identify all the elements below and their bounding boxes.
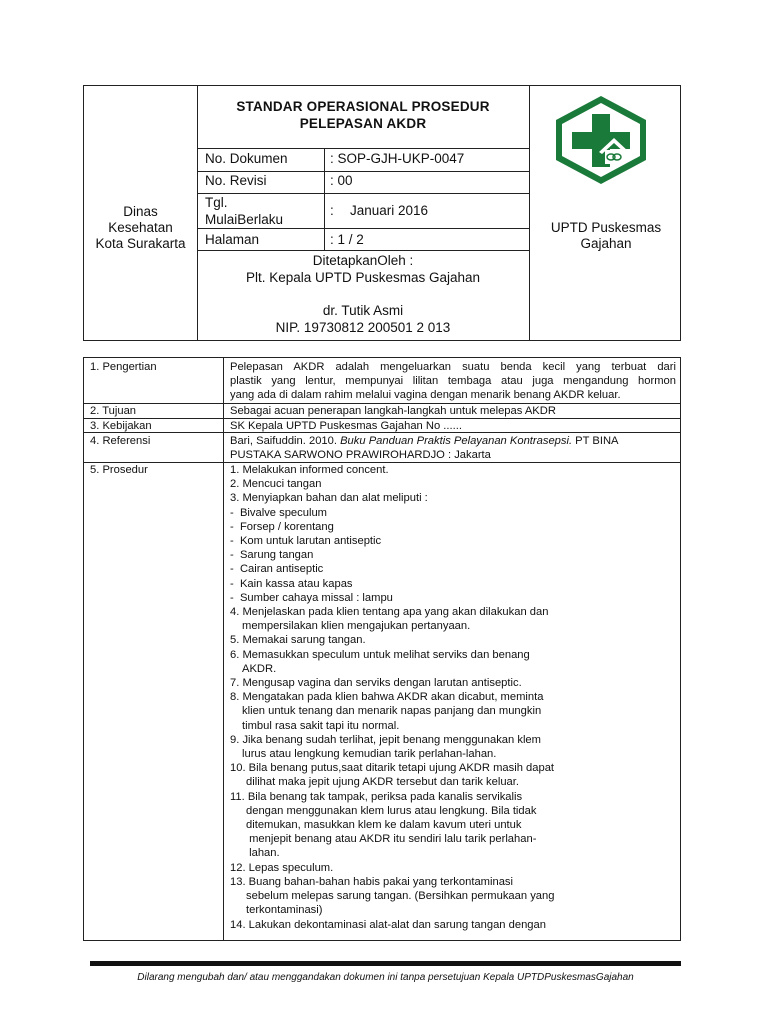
approval-position: Plt. Kepala UPTD Puskesmas Gajahan	[245, 270, 481, 285]
unit-org	[530, 220, 682, 252]
prosedur-step: lahan.	[246, 847, 280, 860]
title-line-1: STANDAR OPERASIONAL PROSEDUR	[236, 99, 490, 114]
row-value-tgl: Januari 2016	[350, 203, 429, 218]
prosedur-step: 8. Mengatakan pada klien bahwa AKDR akan dicabut, meminta	[230, 691, 544, 704]
prosedur-step: 9. Jika benang sudah terlihat, jepit benang menggunakan klem	[230, 733, 541, 746]
unit-line: Gajahan	[580, 236, 632, 251]
prosedur-step: 13. Buang bahan-bahan habis pakai yang terkontaminasi	[230, 875, 513, 888]
footer-rule	[90, 961, 681, 966]
prosedur-step: 11. Bila benang tak tampak, periksa pada kanalis servikalis	[230, 790, 523, 803]
prosedur-step: terkontaminasi)	[246, 904, 323, 917]
row-label-halaman: Halaman	[205, 232, 260, 247]
approval-name: dr. Tutik Asmi	[322, 303, 404, 318]
label-kebijakan: 3. Kebijakan	[90, 420, 152, 432]
referensi-author: Bari, Saifuddin. 2010.	[230, 435, 341, 447]
text-pengertian	[230, 360, 676, 403]
prosedur-step: 1. Melakukan informed concent.	[230, 464, 389, 476]
row-label-tgl	[205, 194, 283, 228]
prosedur-step: timbul rasa sakit tapi itu normal.	[242, 719, 400, 732]
prosedur-step: - Sumber cahaya missal : lampu	[230, 591, 393, 604]
label-pengertian: 1. Pengertian	[90, 361, 157, 373]
prosedur-step: - Forsep / korentang	[230, 520, 334, 533]
pengertian-line: Pelepasan AKDR adalah mengeluarkan suatu benda kecil yang terbuat dari	[230, 361, 676, 373]
prosedur-step: 10. Bila benang putus,saat ditarik tetapi ujung AKDR masih dapat	[230, 762, 555, 775]
prosedur-list	[230, 463, 676, 932]
tgl-line-1: Tgl.	[205, 195, 228, 210]
prosedur-step: - Kain kassa atau kapas	[230, 577, 353, 590]
prosedur-step: menjepit benang atau AKDR itu sendiri lalu tarik perlahan-	[246, 833, 537, 846]
pengertian-line: yang ada di dalam rahim melalui vagina dengan menarik benang AKDR keluar.	[230, 389, 621, 402]
row-value-halaman: : 1 / 2	[330, 232, 364, 247]
issuer-org	[84, 204, 197, 252]
prosedur-step: klien untuk tenang dan menarik napas panjang dan mungkin	[242, 705, 542, 718]
puskesmas-logo-icon	[552, 94, 650, 186]
pengertian-line: plastik yang lentur, mempunyai lilitan tembaga atau juga mengandung hormon	[230, 375, 676, 388]
prosedur-step: - Bivalve speculum	[230, 506, 327, 519]
prosedur-step: 7. Mengusap vagina dan serviks dengan larutan antiseptic.	[230, 677, 522, 690]
referensi-publisher: PT BINA	[572, 435, 619, 447]
referensi-title: Buku Panduan Praktis Pelayanan Kontrasepsi.	[340, 435, 573, 447]
prosedur-step: - Cairan antiseptic	[230, 563, 324, 576]
label-tujuan: 2. Tujuan	[90, 405, 137, 417]
prosedur-step: ditemukan, masukkan klem ke dalam kavum uteri untuk	[246, 819, 522, 832]
document-header	[83, 85, 681, 341]
referensi-publisher-line: PUSTAKA SARWONO PRAWIROHARDJO : Jakarta	[230, 449, 491, 462]
approval-label: DitetapkanOleh :	[312, 253, 414, 268]
issuer-line: Kesehatan	[108, 220, 173, 235]
prosedur-step: - Kom untuk larutan antiseptic	[230, 535, 382, 548]
footer-disclaimer: Dilarang mengubah dan/ atau menggandakan dokumen ini tanpa persetujuan Kepala UPTDPuskesmasGajahan	[137, 972, 634, 983]
prosedur-step: 14. Lakukan dekontaminasi alat-alat dan sarung tangan dengan	[230, 918, 546, 931]
prosedur-step: lurus atau lengkung kemudian tarik perlahan-lahan.	[242, 748, 497, 761]
title-line-2: PELEPASAN AKDR	[299, 116, 427, 131]
approval-nip: NIP. 19730812 200501 2 013	[275, 320, 451, 335]
row-value-no-dokumen: : SOP-GJH-UKP-0047	[330, 151, 465, 166]
text-kebijakan: SK Kepala UPTD Puskesmas Gajahan No ......	[230, 420, 462, 432]
row-value-no-revisi: : 00	[330, 173, 353, 188]
text-referensi	[230, 434, 676, 462]
approval-block	[197, 252, 529, 336]
prosedur-step: dengan menggunakan klem lurus atau lengkung. Bila tidak	[246, 804, 537, 817]
tgl-line-2: MulaiBerlaku	[205, 212, 284, 227]
prosedur-step: - Sarung tangan	[230, 549, 314, 562]
issuer-line: Dinas	[123, 204, 158, 219]
row-label-no-revisi: No. Revisi	[205, 173, 267, 188]
label-prosedur: 5. Prosedur	[90, 464, 148, 476]
prosedur-step: 12. Lepas speculum.	[230, 861, 334, 874]
prosedur-step: 4. Menjelaskan pada klien tentang apa yang akan dilakukan dan	[230, 606, 549, 619]
prosedur-step: sebelum melepas sarung tangan. (Bersihkan permukaan yang	[246, 890, 555, 903]
label-referensi: 4. Referensi	[90, 435, 151, 447]
prosedur-step: 6. Memasukkan speculum untuk melihat serviks dan benang	[230, 648, 530, 661]
prosedur-step: 5. Memakai sarung tangan.	[230, 634, 366, 647]
prosedur-step: 3. Menyiapkan bahan dan alat meliputi :	[230, 492, 428, 505]
text-tujuan: Sebagai acuan penerapan langkah-langkah untuk melepas AKDR	[230, 405, 556, 417]
issuer-line: Kota Surakarta	[95, 236, 186, 251]
sop-content-table	[83, 357, 681, 941]
document-title	[197, 99, 529, 131]
prosedur-step: dilihat maka jepit ujung AKDR tersebut dan tarik keluar.	[246, 776, 519, 789]
prosedur-step: 2. Mencuci tangan	[230, 478, 322, 491]
row-label-no-dokumen: No. Dokumen	[205, 151, 288, 166]
unit-line: UPTD Puskesmas	[550, 220, 662, 235]
row-colon-tgl: :	[330, 203, 334, 218]
prosedur-step: mempersilakan klien mengajukan pertanyaan.	[242, 620, 471, 633]
prosedur-step: AKDR.	[242, 662, 277, 675]
